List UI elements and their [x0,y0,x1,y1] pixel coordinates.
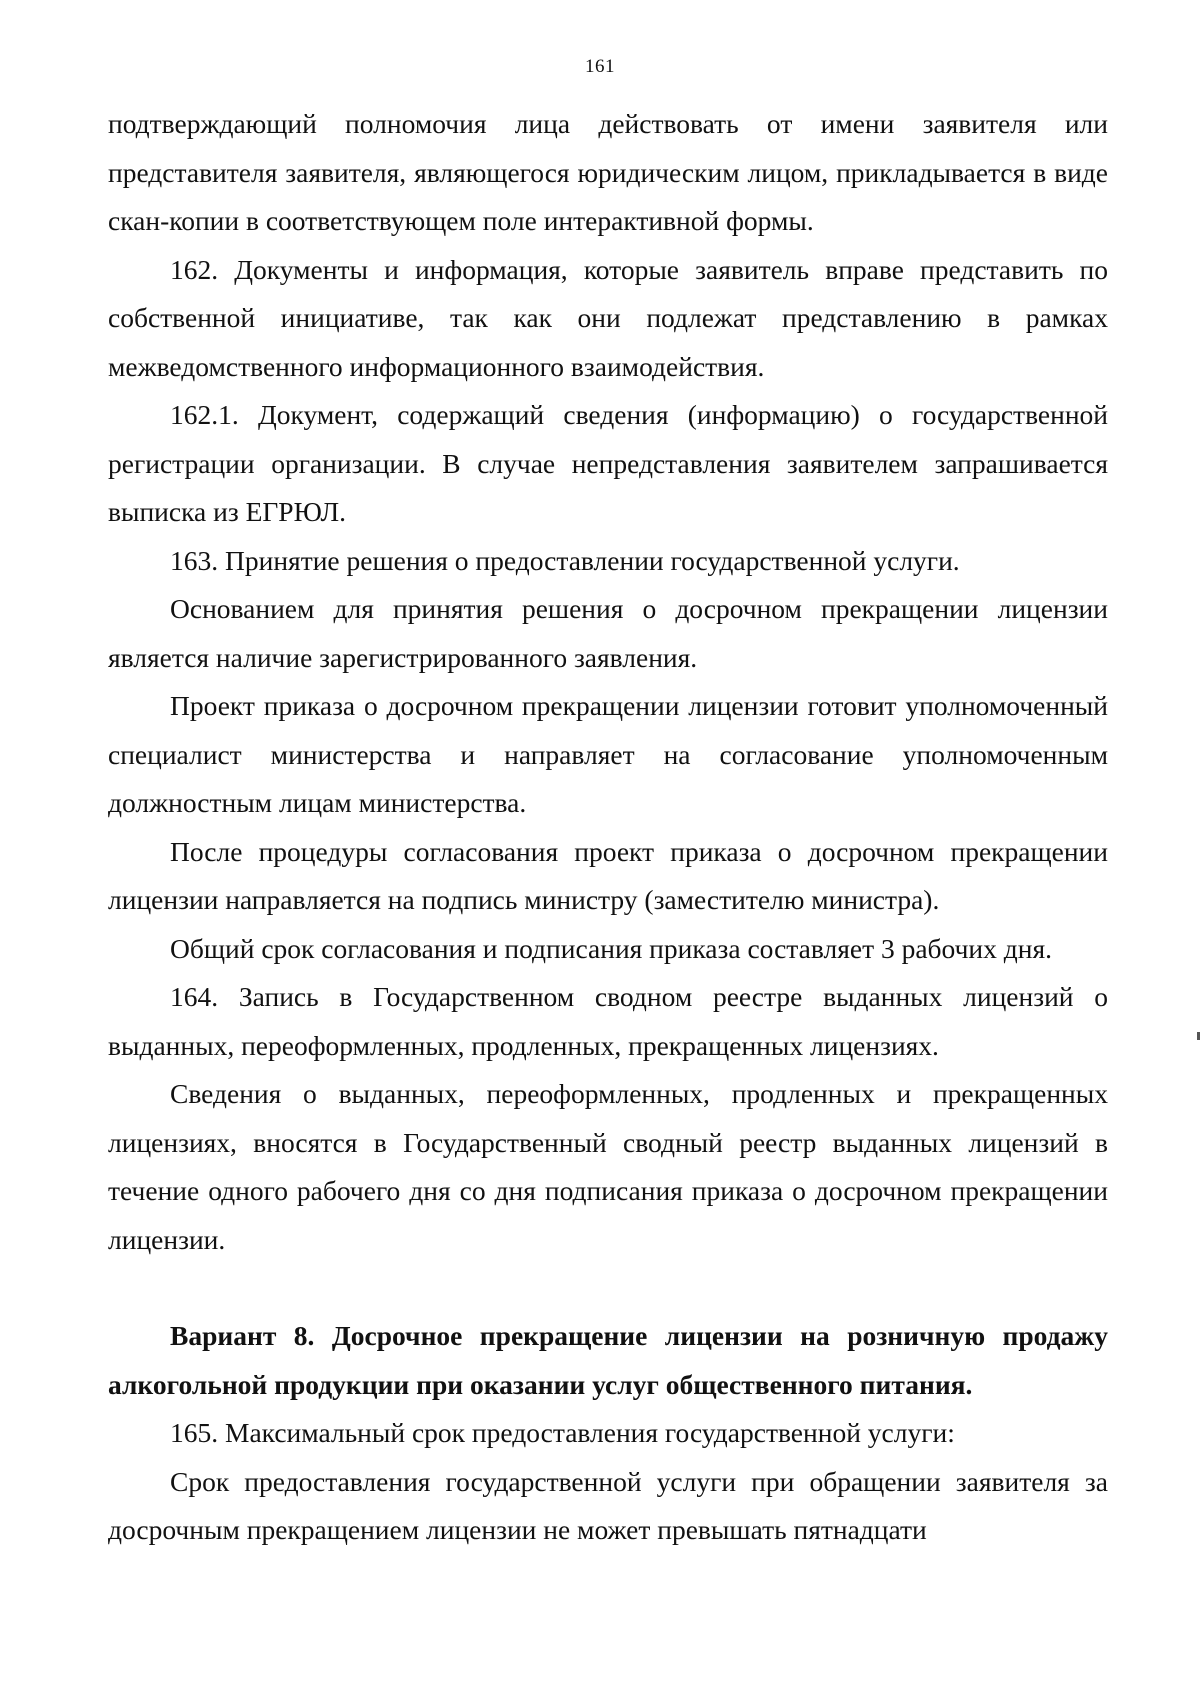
paragraph-continuation: подтверждающий полномочия лица действовать от имени заявителя или представителя заявителя, являющегося юридическим лицом, прикладывается в виде скан-копии в соответствующем поле интерактивной формы. [108,108,1108,236]
document-body [108,100,1108,1555]
paragraph-total-term: Общий срок согласования и подписания приказа составляет 3 рабочих дня. [170,932,1052,964]
page-number: 161 [585,56,615,77]
paragraph-grounds: Основанием для принятия решения о досрочном прекращении лицензии является наличие зарегистрированного заявления. [108,593,1108,673]
paragraph-registry-info: Сведения о выданных, переоформленных, продленных и прекращенных лицензиях, вносятся в Государственный сводный реестр выданных лицензий в течение одного рабочего дня со дня подписания приказа о досрочном прекращении лицензии. [108,1078,1108,1255]
paragraph-term: Срок предоставления государственной услуги при обращении заявителя за досрочным прекращением лицензии не может превышать пятнадцати [108,1465,1108,1545]
paragraph-draft-order: Проект приказа о досрочном прекращении лицензии готовит уполномоченный специалист министерства и направляет на согласование уполномоченным должностным лицам министерства. [108,690,1108,818]
paragraph-162-1: 162.1. Документ, содержащий сведения (информацию) о государственной регистрации организации. В случае непредставления заявителем запрашивается выписка из ЕГРЮЛ. [108,399,1108,527]
paragraph-162: 162. Документы и информация, которые заявитель вправе представить по собственной инициативе, так как они подлежат представлению в рамках межведомственного информационного взаимодействия. [108,253,1108,382]
paragraph-after-approval: После процедуры согласования проект приказа о досрочном прекращении лицензии направляется на подпись министру (заместителю министра). [108,835,1108,915]
section-heading: Вариант 8. Досрочное прекращение лицензии на розничную продажу алкогольной продукции при оказании услуг общественного питания. [108,1320,1108,1400]
paragraph-164: 164. Запись в Государственном сводном реестре выданных лицензий о выданных, переоформленных, продленных, прекращенных лицензиях. [108,981,1108,1061]
paragraph-163: 163. Принятие решения о предоставлении государственной услуги. [170,544,960,576]
paragraph-165: 165. Максимальный срок предоставления государственной услуги: [170,1417,955,1448]
